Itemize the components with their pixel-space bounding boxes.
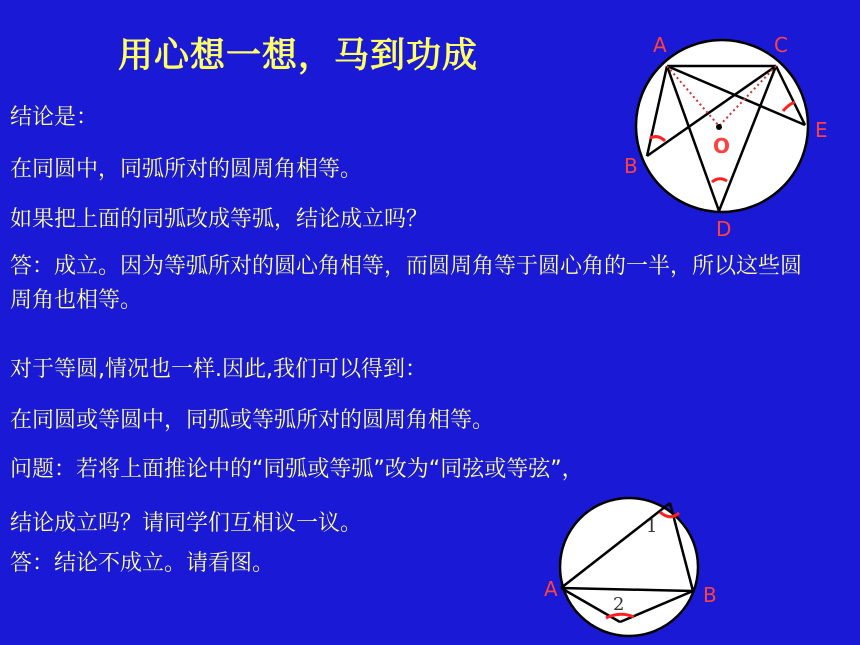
label-e: E (815, 118, 828, 142)
label-c: C (774, 33, 788, 57)
label-a: A (653, 33, 667, 57)
label-b-2: B (703, 583, 717, 607)
text-answer-not-hold: 答：结论不成立。请看图。 (10, 551, 275, 576)
label-d: D (716, 217, 732, 241)
text-theorem-corollary: 在同圆或等圆中，同弧或等弧所对的圆周角相等。 (10, 408, 495, 433)
label-b: B (624, 154, 638, 178)
text-conclusion-heading: 结论是： (10, 105, 99, 130)
angle-1-label: 1 (646, 516, 658, 537)
text-equal-arc-question: 如果把上面的同弧改成等弧，结论成立吗？ (10, 207, 429, 232)
label-o: O (713, 134, 731, 158)
text-question-chord: 问题：若将上面推论中的“同弧或等弧”改为“同弦或等弦”， (10, 457, 584, 482)
diagram-inscribed-angles (624, 33, 828, 241)
slide-title: 用心想一想，马到功成 (118, 36, 479, 76)
angle-2-label: 2 (613, 594, 625, 615)
label-a-2: A (544, 577, 558, 601)
center-point (716, 124, 722, 130)
text-answer-holds: 答：成立。因为等弧所对的圆心角相等，而圆周角等于圆心角的一半，所以这些圆周角也相等。 (10, 254, 803, 313)
text-question-discuss: 结论成立吗？请同学们互相议一议。 (10, 511, 363, 536)
text-equal-circles: 对于等圆,情况也一样.因此,我们可以得到： (10, 357, 427, 382)
text-same-arc-statement: 在同圆中，同弧所对的圆周角相等。 (10, 157, 363, 182)
diagram-equal-chords (544, 498, 717, 636)
